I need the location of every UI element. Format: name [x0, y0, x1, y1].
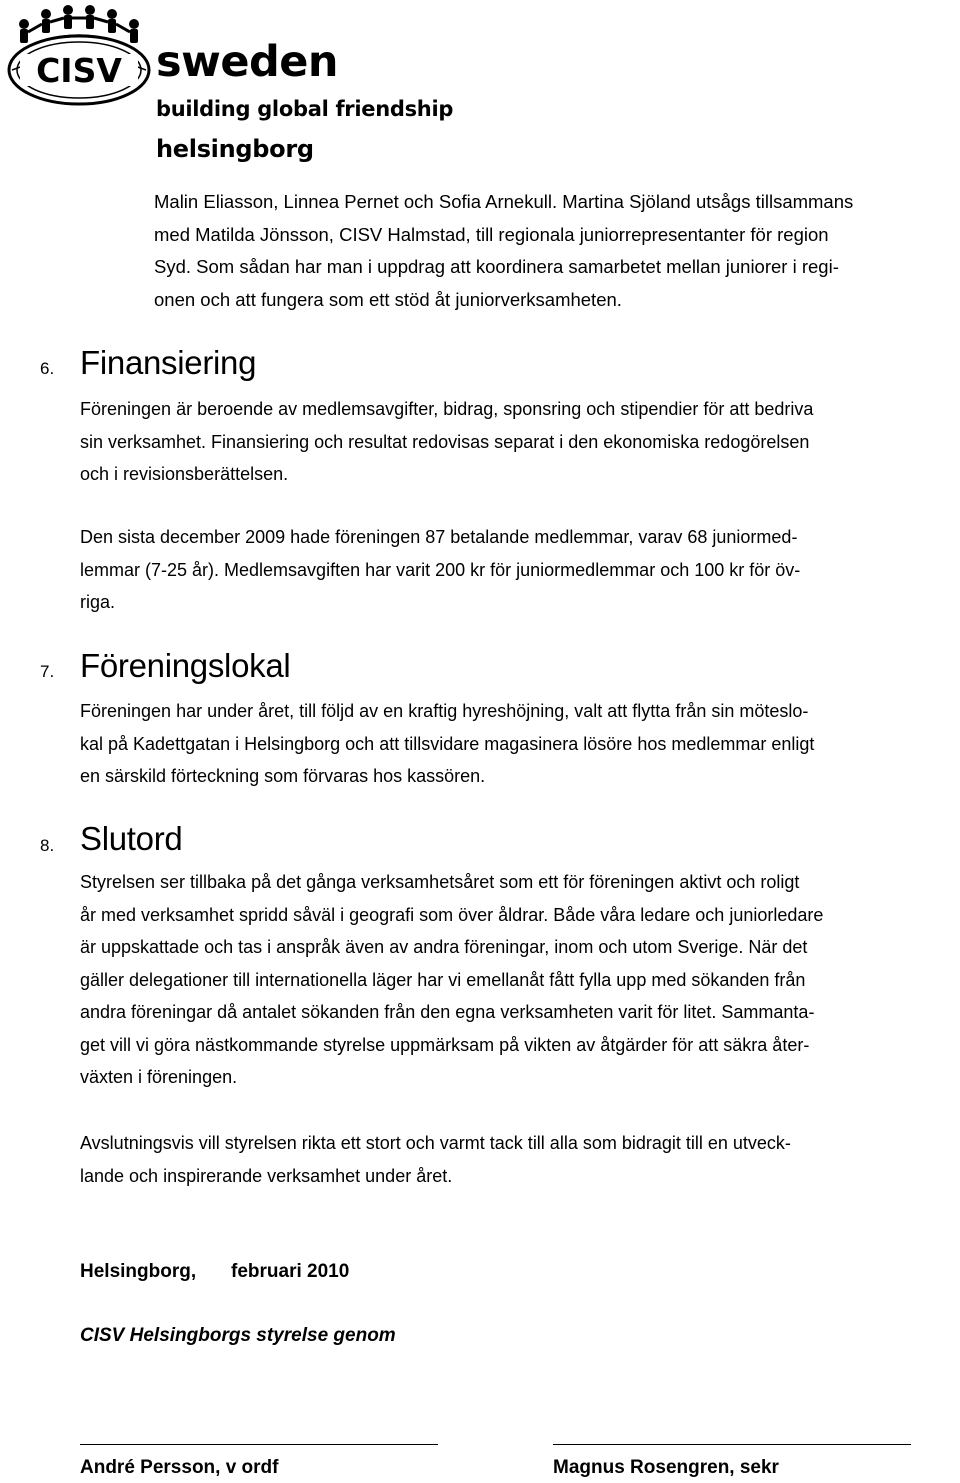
text-line: Föreningen har under året, till följd av en kraftig hyreshöjning, valt att flytta från sin möteslo-: [80, 701, 809, 721]
signature-line: [553, 1444, 911, 1445]
section-paragraph: [80, 393, 955, 491]
text-line: sin verksamhet. Finansiering och resultat redovisas separat i den ekonomiska redogörelsen: [80, 431, 810, 452]
cisv-logo: [4, 4, 154, 108]
text-line: lande och inspirerande verksamhet under året.: [80, 1165, 453, 1186]
text-line: get vill vi göra nästkommande styrelse uppmärksam på vikten av åtgärder för att säkra åter-: [80, 1034, 810, 1055]
section-paragraph: [80, 866, 955, 1094]
text-line: gäller delegationer till internationella läger har vi emellanåt fått fylla upp med sökanden från: [80, 969, 806, 990]
section-paragraph: [80, 695, 955, 793]
signature-place: Helsingborg,: [80, 1261, 197, 1282]
section-title: Föreningslokal: [80, 647, 291, 684]
section-paragraph: [80, 521, 955, 619]
text-line: och i revisionsberättelsen.: [80, 464, 289, 484]
section-number: 6.: [40, 359, 55, 378]
section-number: 7.: [40, 662, 55, 681]
signer-name: André Persson, v ordf: [80, 1457, 279, 1478]
text-line: Styrelsen ser tillbaka på det gånga verksamhetsåret som ett för föreningen aktivt och roligt: [80, 872, 800, 892]
brand-city: helsingborg: [156, 135, 314, 163]
text-line: är uppskattade och tas i anspråk även av andra föreningar, inom och utom Sverige. När det: [80, 937, 808, 957]
text-line: Avslutningsvis vill styrelsen rikta ett stort och varmt tack till alla som bidragit till en utveck-: [80, 1133, 791, 1153]
logo-text: CISV: [36, 51, 122, 90]
text-line: riga.: [80, 592, 116, 612]
text-line: lemmar (7-25 år). Medlemsavgiften har varit 200 kr för juniormedlemmar och 100 kr för öv-: [80, 559, 801, 580]
section-title: Slutord: [80, 820, 183, 857]
brand-name: sweden: [156, 37, 339, 87]
text-line: kal på Kadettgatan i Helsingborg och att tillsvidare magasinera lösöre hos medlemmar enligt: [80, 733, 815, 754]
intro-paragraph: [154, 186, 954, 316]
section-paragraph: [80, 1127, 955, 1192]
text-line: andra föreningar då antalet sökanden från den egna verksamheten varit för litet. Sammanta-: [80, 1002, 815, 1022]
text-line: onen och att fungera som ett stöd åt juniorverksamheten.: [154, 288, 622, 310]
text-line: med Matilda Jönsson, CISV Halmstad, till regionala juniorrepresentanter för region: [154, 223, 829, 245]
section-number: 8.: [40, 836, 55, 855]
signature-date: februari 2010: [231, 1261, 350, 1282]
signature-line: [80, 1444, 438, 1445]
cisv-globe-emblem-icon: [4, 4, 154, 108]
signer-name: Magnus Rosengren, sekr: [553, 1457, 779, 1478]
text-line: Den sista december 2009 hade föreningen 87 betalande medlemmar, varav 68 juniormed-: [80, 527, 798, 547]
text-line: Malin Eliasson, Linnea Pernet och Sofia Arnekull. Martina Sjöland utsågs tillsammans: [154, 191, 854, 212]
text-line: år med verksamhet spridd såväl i geografi som över åldrar. Både våra ledare och juniorledare: [80, 904, 824, 925]
brand-tagline: building global friendship: [156, 97, 454, 121]
text-line: Föreningen är beroende av medlemsavgifter, bidrag, sponsring och stipendier för att bedriva: [80, 399, 814, 419]
text-line: växten i föreningen.: [80, 1067, 238, 1087]
signature-board: CISV Helsingborgs styrelse genom: [80, 1325, 396, 1346]
section-title: Finansiering: [80, 344, 257, 381]
text-line: en särskild förteckning som förvaras hos kassören.: [80, 766, 486, 786]
text-line: Syd. Som sådan har man i uppdrag att koordinera samarbetet mellan juniorer i regi-: [154, 256, 839, 277]
